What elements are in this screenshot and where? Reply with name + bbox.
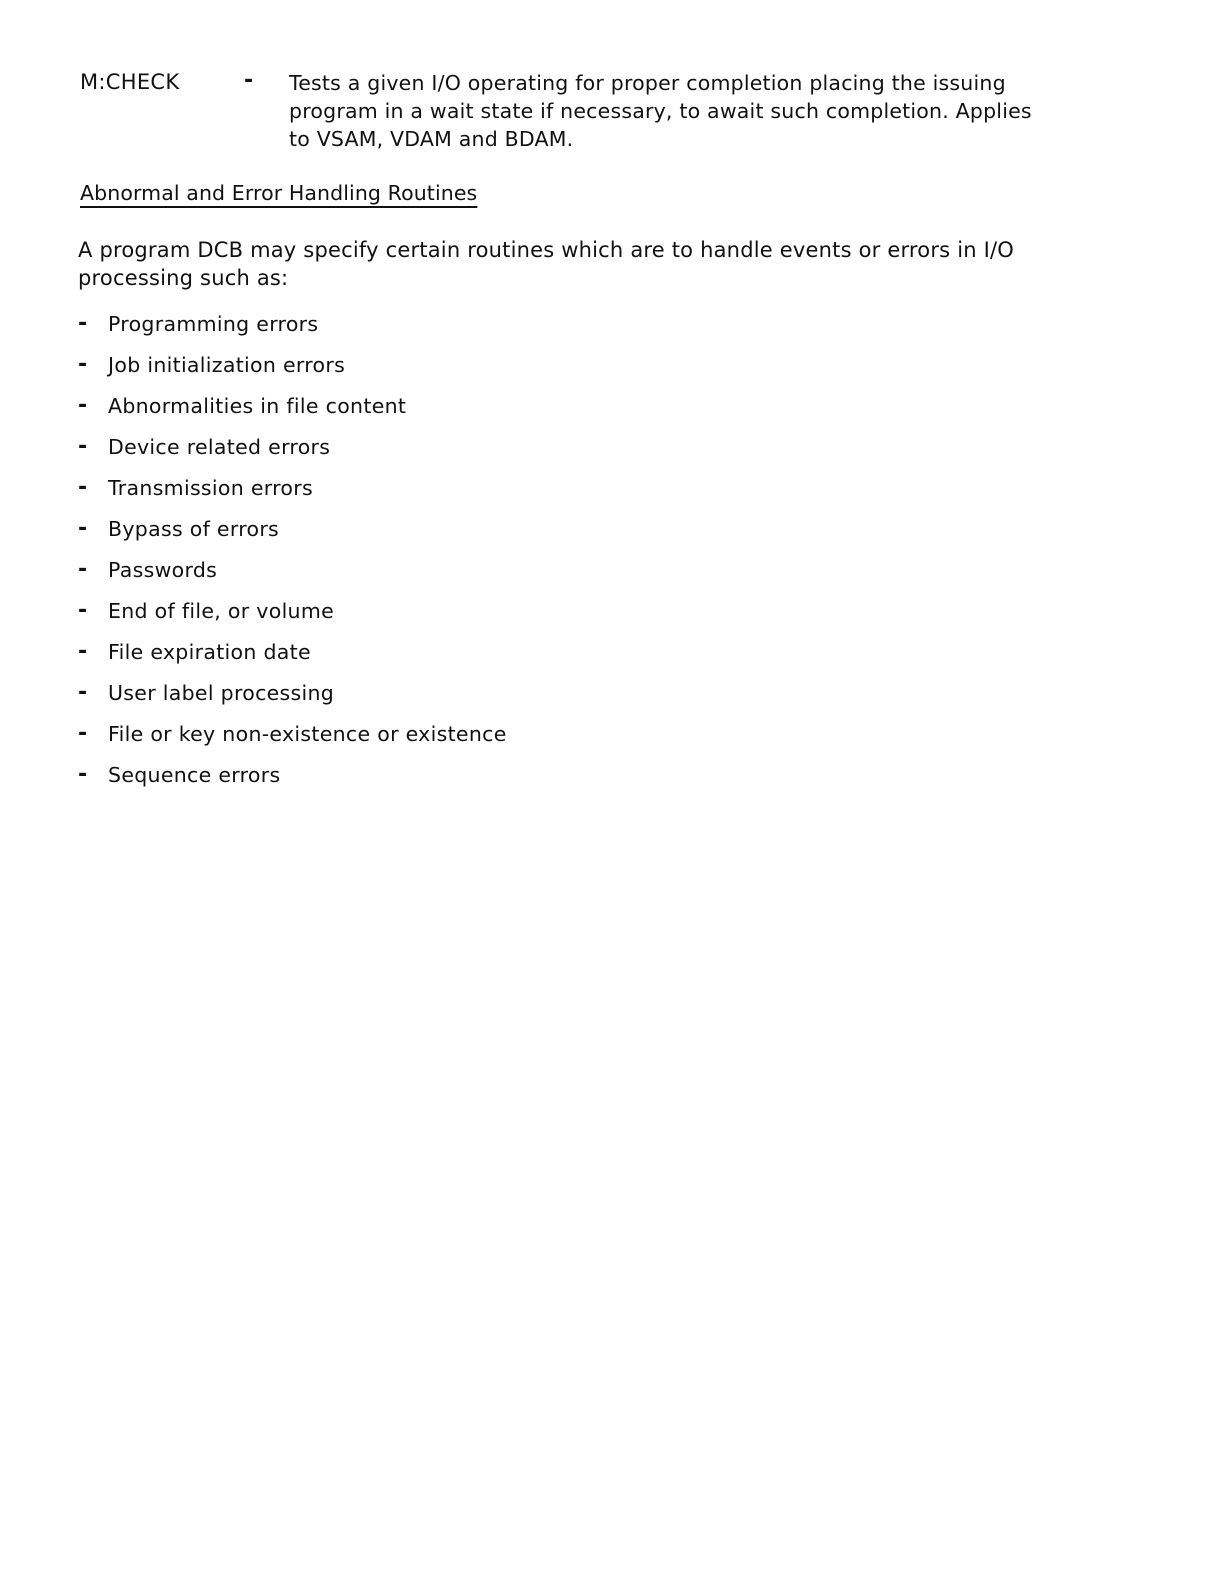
list-item-text: Abnormalities in file content xyxy=(108,393,407,418)
list-bullet: - xyxy=(78,393,88,418)
list-item-text: Job initialization errors xyxy=(108,352,346,377)
list-item xyxy=(78,467,507,508)
list-item xyxy=(78,385,507,426)
list-bullet: - xyxy=(78,352,88,377)
list-bullet: - xyxy=(78,475,88,500)
list-bullet: - xyxy=(78,680,88,705)
list-item-text: File expiration date xyxy=(108,639,311,664)
list-item xyxy=(78,590,507,631)
list-item xyxy=(78,631,507,672)
list-item xyxy=(78,303,507,344)
list-item-text: File or key non-existence or existence xyxy=(108,721,507,746)
list-item xyxy=(78,426,507,467)
list-item xyxy=(78,344,507,385)
list-item-text: Device related errors xyxy=(108,434,331,459)
list-item xyxy=(78,754,507,795)
list-item-text: Sequence errors xyxy=(108,762,281,787)
list-item xyxy=(78,713,507,754)
list-item-text: Transmission errors xyxy=(108,475,313,500)
list-item-text: Programming errors xyxy=(108,311,319,336)
list-bullet: - xyxy=(78,311,88,336)
list-bullet: - xyxy=(78,516,88,541)
list-bullet: - xyxy=(78,639,88,664)
list-item-text: Bypass of errors xyxy=(108,516,280,541)
section-heading: Abnormal and Error Handling Routines xyxy=(80,181,478,205)
list-item-text: Passwords xyxy=(108,557,218,582)
list-item xyxy=(78,508,507,549)
list-item xyxy=(78,549,507,590)
list-bullet: - xyxy=(78,762,88,787)
definition-dash: - xyxy=(244,68,254,93)
routine-list xyxy=(78,303,507,795)
list-bullet: - xyxy=(78,721,88,746)
intro-paragraph: A program DCB may specify certain routines which are to handle events or errors in I/O processing such as: xyxy=(78,238,1015,290)
list-bullet: - xyxy=(78,434,88,459)
list-item-text: User label processing xyxy=(108,680,335,705)
definition-term: M:CHECK xyxy=(80,70,180,94)
definition-text: Tests a given I/O operating for proper completion placing the issuing program in a wait state if necessary, to await such completion. Applies to VSAM, VDAM and BDAM. xyxy=(289,71,1032,151)
list-item-text: End of file, or volume xyxy=(108,598,335,623)
list-item xyxy=(78,672,507,713)
list-bullet: - xyxy=(78,598,88,623)
list-bullet: - xyxy=(78,557,88,582)
